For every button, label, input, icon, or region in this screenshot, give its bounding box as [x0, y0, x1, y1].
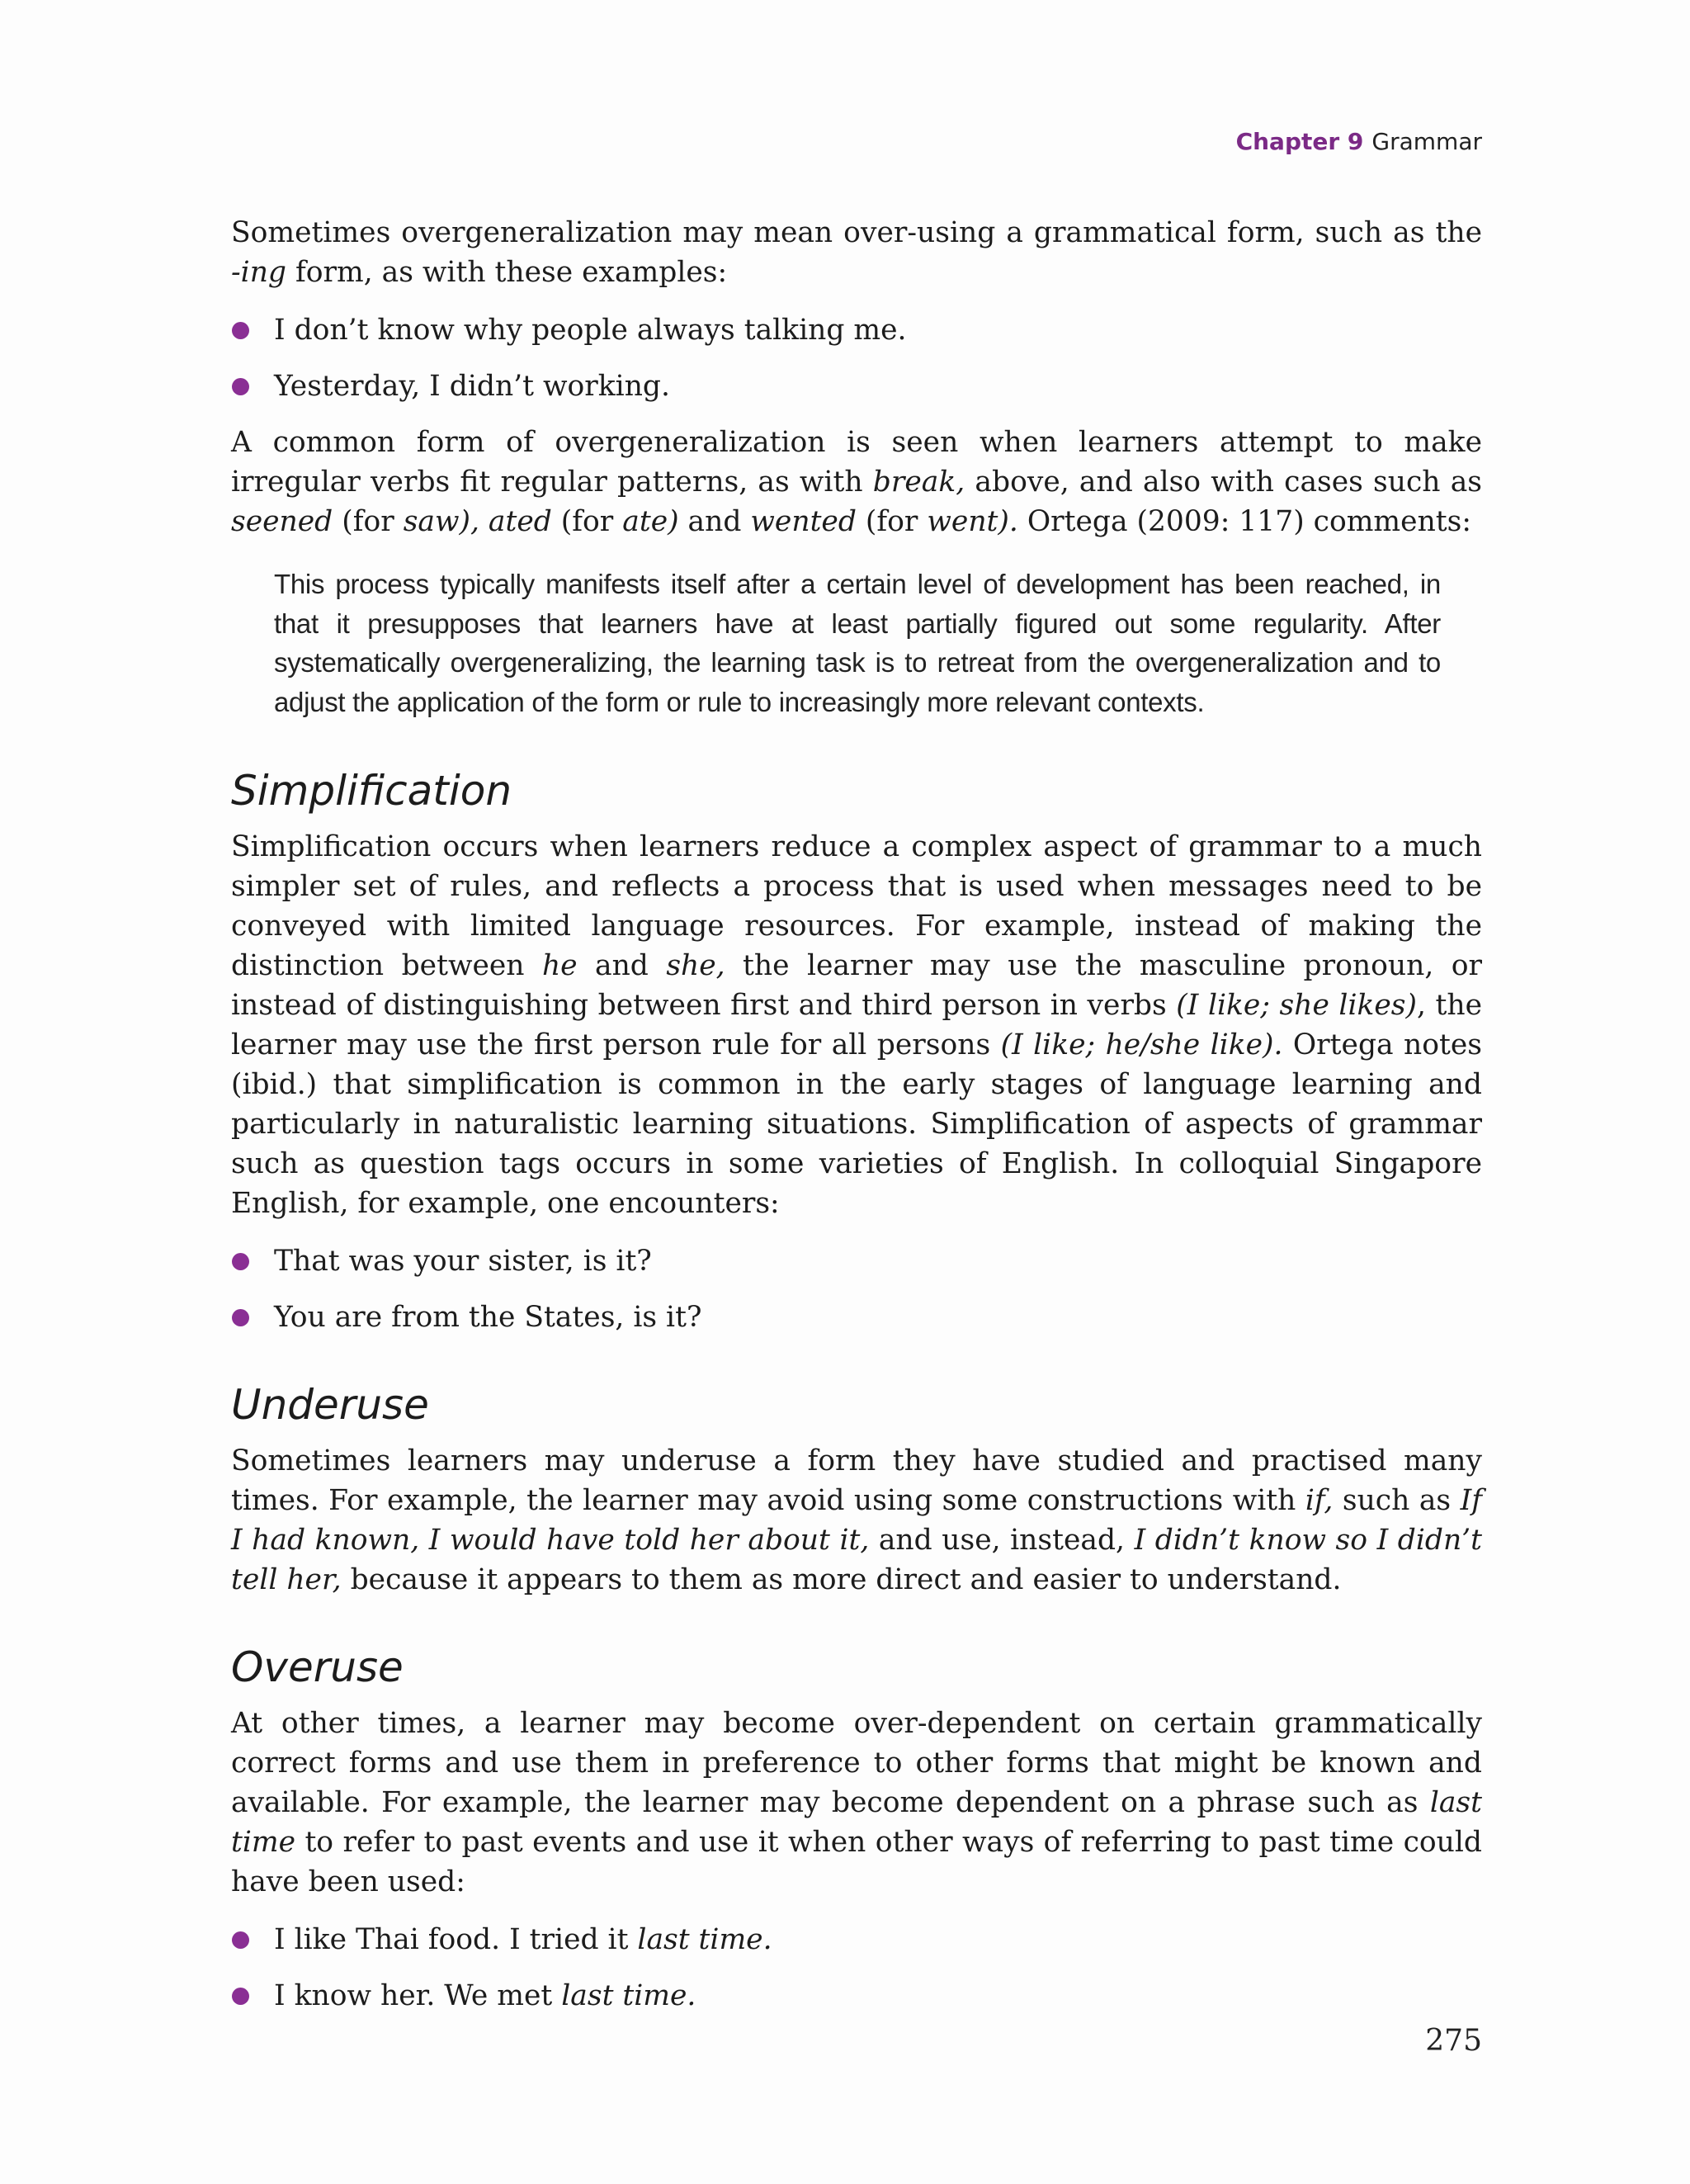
body-text	[231, 213, 1482, 2032]
bullet-icon	[232, 1931, 249, 1949]
list-item: You are from the States, is it?	[231, 1298, 1482, 1337]
heading-overuse: Overuse	[231, 1643, 404, 1691]
bullet-icon	[232, 378, 249, 395]
last-time-example-list	[231, 1920, 1482, 2016]
bullet-icon	[232, 1253, 249, 1270]
block-quote: This process typically manifests itself after a certain level of development has been reached, in that it presupposes that learners have at least partially figured out some regularity. After systematically overgeneralizing, the learning task is to retreat from the overgeneralization and to adjust the application of the form or rule to increasingly more relevant contexts.	[274, 569, 1441, 717]
heading-simplification: Simplification	[231, 767, 512, 815]
singapore-example-list	[231, 1241, 1482, 1337]
intro-paragraph-2: A common form of overgeneralization is seen when learners attempt to make irregular verbs fit regular patterns, as with break, above, and also with cases such as seened (for saw), ated (for ate) and wented (for went). Ortega (2009: 117) comments:	[231, 426, 1483, 538]
page-number: 275	[1425, 2024, 1482, 2058]
chapter-label: Chapter 9	[1235, 128, 1364, 155]
intro-example-list	[231, 310, 1482, 406]
bullet-icon	[232, 1309, 249, 1326]
underuse-paragraph: Sometimes learners may underuse a form they have studied and practised many times. For example, the learner may avoid using some constructions with if, such as If I had known, I would have told her about it, and use, instead, I didn’t know so I didn’t tell her, because it appears to them as more direct and easier to understand.	[231, 1444, 1483, 1596]
bullet-icon	[232, 1988, 249, 2005]
overuse-paragraph: At other times, a learner may become over-dependent on certain grammatically correct forms and use them in preference to other forms that might be known and available. For example, the learner may become dependent on a phrase such as last time to refer to past events and use it when other ways of referring to past time could have been used:	[231, 1707, 1482, 1898]
list-item: I like Thai food. I tried it last time.	[231, 1920, 1482, 1959]
intro-paragraph-1: Sometimes overgeneralization may mean over-using a grammatical form, such as the -ing form, as with these examples:	[231, 216, 1482, 289]
simplification-paragraph: Simplification occurs when learners reduce a complex aspect of grammar to a much simpler set of rules, and reflects a process that is used when messages need to be conveyed with limited language resources. For example, instead of making the distinction between he and she, the learner may use the masculine pronoun, or instead of distinguishing between first and third person in verbs (I like; she likes), the learner may use the first person rule for all persons (I like; he/she like). Ortega notes (ibid.) that simplification is common in the early stages of language learning and particularly in naturalistic learning situations. Simplification of aspects of grammar such as question tags occurs in some varieties of English. In colloquial Singapore English, for example, one encounters:	[231, 830, 1483, 1220]
list-item: Yesterday, I didn’t working.	[231, 366, 1482, 406]
chapter-title: Grammar	[1371, 128, 1482, 155]
bullet-icon	[232, 322, 249, 339]
list-item: I don’t know why people always talking me.	[231, 310, 1482, 350]
list-item: That was your sister, is it?	[231, 1241, 1482, 1281]
list-item: I know her. We met last time.	[231, 1976, 1482, 2016]
running-head	[1236, 128, 1482, 155]
heading-underuse: Underuse	[231, 1381, 429, 1429]
